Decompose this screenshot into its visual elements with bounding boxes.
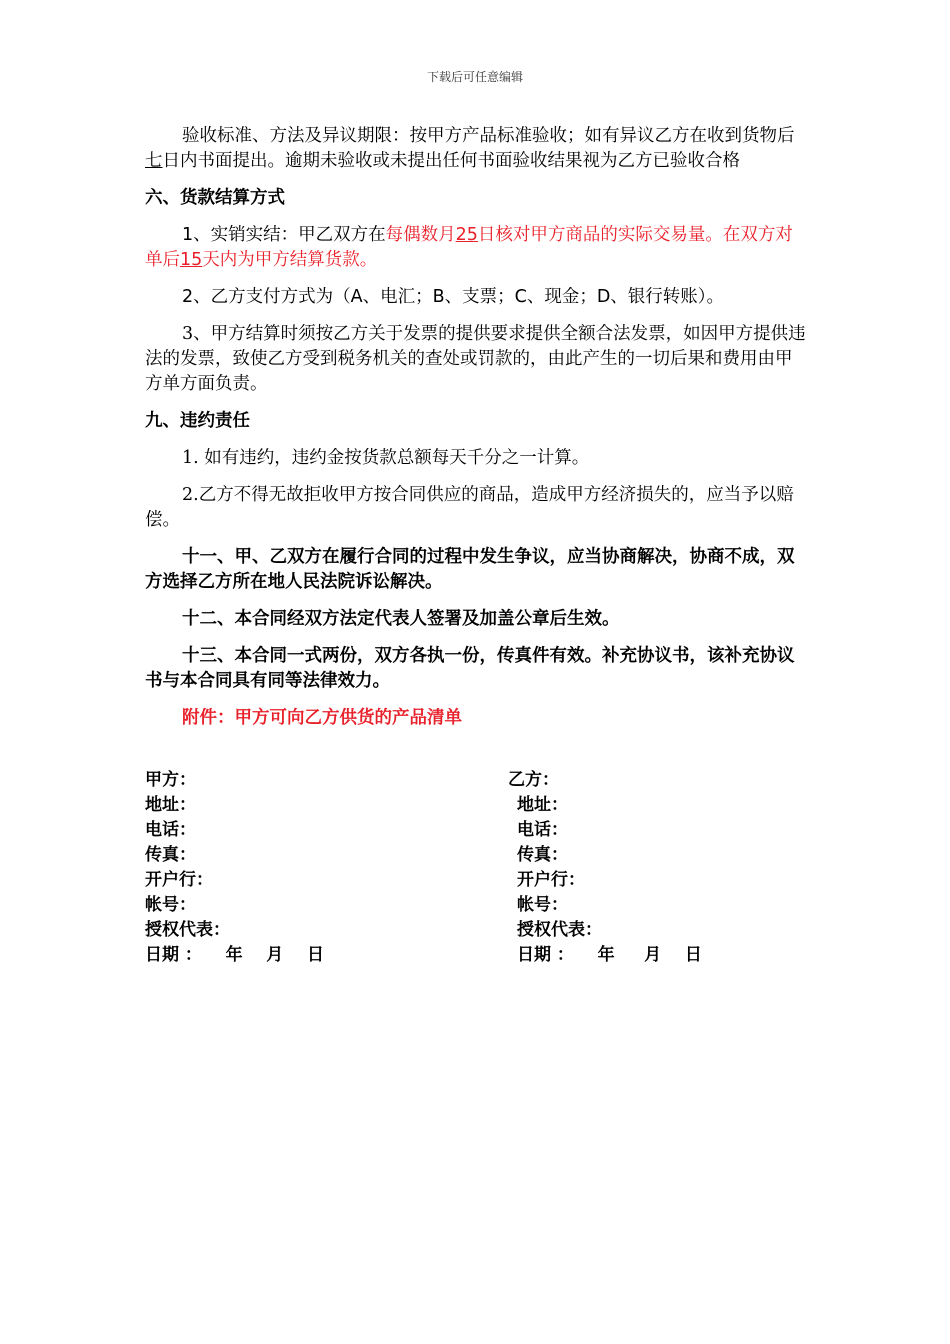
acceptance-days: 七 (145, 151, 163, 171)
settlement-day: 25 (455, 225, 478, 245)
section-6-item-2: 2、乙方支付方式为（A、电汇；B、支票；C、现金；D、银行转账）。 (182, 287, 725, 307)
party-a-account-label: 帐号： (145, 895, 196, 915)
section-9-title: 九、违约责任 (145, 411, 250, 431)
acceptance-paragraph (145, 124, 807, 174)
party-a-address-label: 地址： (145, 795, 196, 815)
party-a-bank-label: 开户行： (145, 870, 213, 890)
section-9-item-2: 2.乙方不得无故拒收甲方按合同供应的商品，造成甲方经济损失的，应当予以赔偿。 (145, 485, 794, 530)
party-a-date-label: 日期 ： 年 月 日 (145, 945, 324, 965)
clause-12: 十二、本合同经双方法定代表人签署及加盖公章后生效。 (182, 609, 620, 629)
item-1-red-2: 日核对甲方商品的实际交易量。在双方对单后 (145, 225, 793, 270)
party-b-fax-label: 传真： (517, 845, 568, 865)
party-b-label: 乙方： (508, 770, 559, 790)
party-a-label: 甲方： (145, 770, 196, 790)
party-b-date-label: 日期 ： 年 月 日 (517, 945, 702, 965)
acceptance-text-1: 验收标准、方法及异议期限：按甲方产品标准验收；如有异议乙方在收到货物后 (182, 126, 795, 146)
section-6-item-1 (145, 223, 807, 273)
signature-row-representative (145, 918, 807, 943)
section-6-title: 六、货款结算方式 (145, 188, 285, 208)
item-1-prefix: 1、实销实结：甲乙双方在 (182, 225, 386, 245)
section-9-item-1: 1. 如有违约，违约金按货款总额每天千分之一计算。 (182, 448, 590, 468)
clause-11: 十一、甲、乙双方在履行合同的过程中发生争议，应当协商解决，协商不成，双方选择乙方所在地人民法院诉讼解决。 (145, 547, 795, 592)
signature-row-phone (145, 818, 807, 843)
item-1-red-1: 每偶数月 (385, 225, 456, 245)
signature-row-fax (145, 843, 807, 868)
clause-13: 十三、本合同一式两份，双方各执一份，传真件有效。补充协议书，该补充协议书与本合同具有同等法律效力。 (145, 646, 795, 691)
item-1-red-3: 天内为甲方结算货款。 (202, 250, 378, 270)
party-a-fax-label: 传真： (145, 845, 196, 865)
signature-row-party (145, 768, 807, 793)
signature-row-date (145, 943, 807, 968)
signature-row-account (145, 893, 807, 918)
signature-row-bank (145, 868, 807, 893)
contract-body (145, 124, 807, 743)
party-b-phone-label: 电话： (517, 820, 568, 840)
settlement-days: 15 (180, 250, 203, 270)
section-6-item-3: 3、甲方结算时须按乙方关于发票的提供要求提供全额合法发票，如因甲方提供违法的发票，致使乙方受到税务机关的查处或罚款的，由此产生的一切后果和费用由甲方单方面负责。 (145, 324, 806, 394)
party-b-address-label: 地址： (517, 795, 568, 815)
party-b-representative-label: 授权代表： (517, 920, 602, 940)
party-a-phone-label: 电话： (145, 820, 196, 840)
attachment-note: 附件：甲方可向乙方供货的产品清单 (182, 708, 462, 728)
party-a-representative-label: 授权代表： (145, 920, 230, 940)
signature-row-address (145, 793, 807, 818)
acceptance-text-2: 日内书面提出。逾期未验收或未提出任何书面验收结果视为乙方已验收合格 (162, 151, 740, 171)
party-b-account-label: 帐号： (517, 895, 568, 915)
signature-block (145, 768, 807, 968)
party-b-bank-label: 开户行： (517, 870, 585, 890)
page-header: 下载后可任意编辑 (426, 70, 523, 84)
